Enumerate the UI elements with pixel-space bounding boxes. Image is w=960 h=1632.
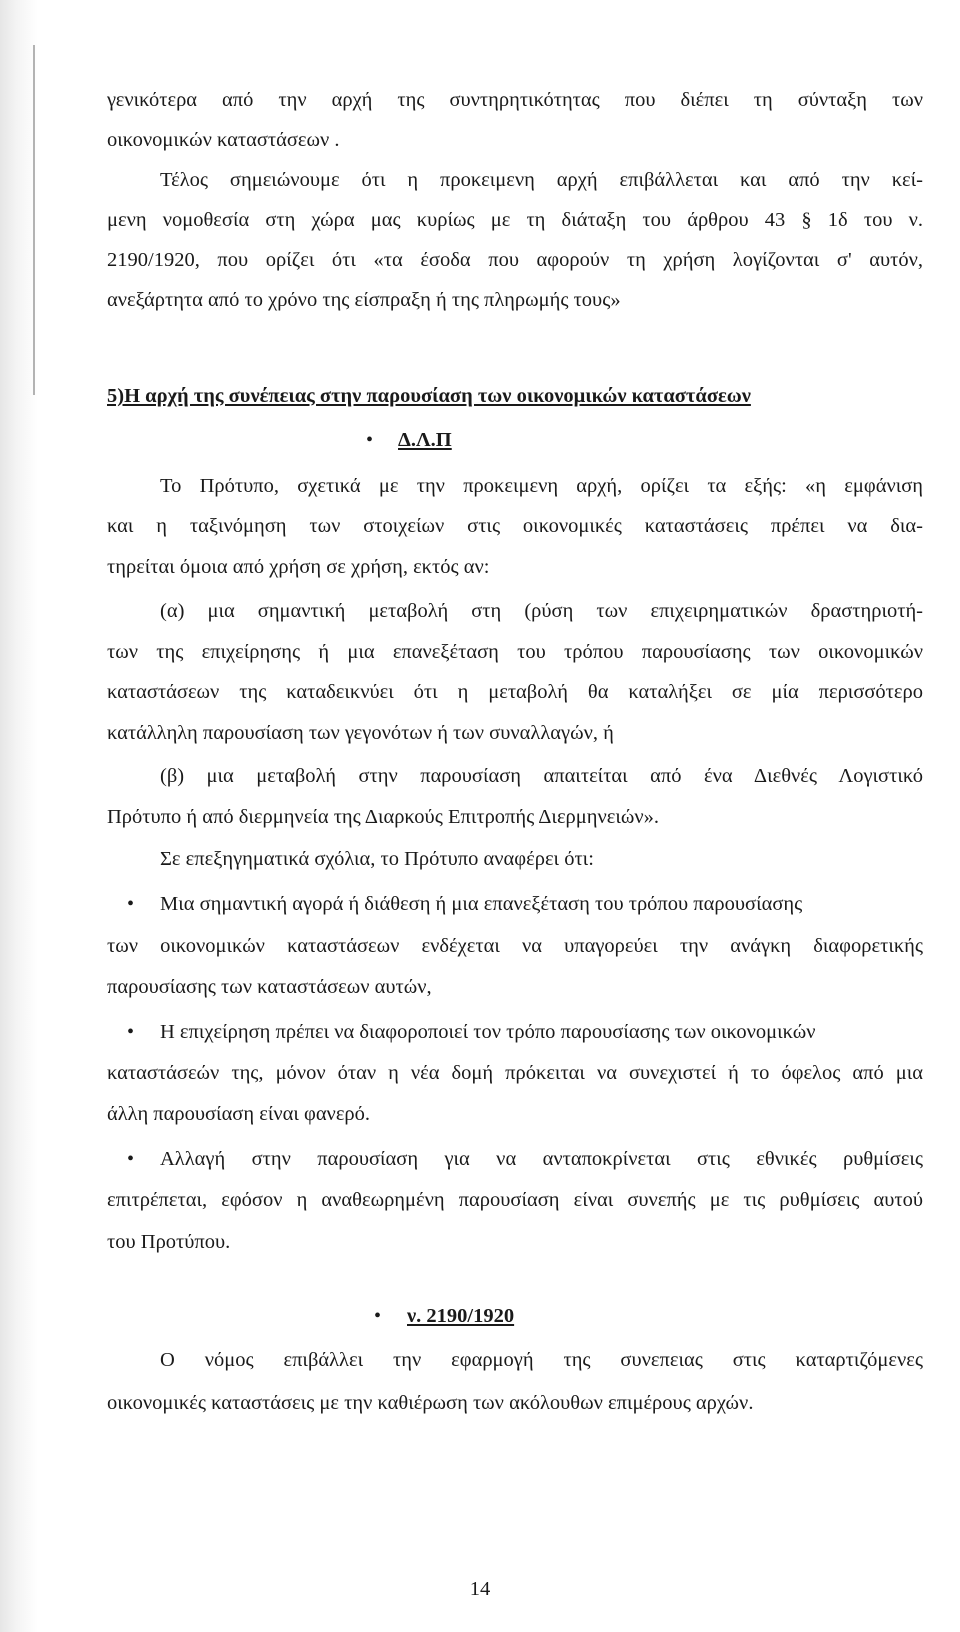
paragraph-6-line: Σε επεξηγηματικά σχόλια, το Πρότυπο αναφέρει ότι: [160, 848, 594, 870]
paragraph-7-line: οικονομικές καταστάσεις με την καθιέρωση των ακόλουθων επιμέρους αρχών. [107, 1392, 754, 1414]
section-heading: 5)Η αρχή της συνέπειας στην παρουσίαση των οικονομικών καταστάσεων [107, 385, 751, 407]
paragraph-1-line: γενικότερα από την αρχή της συντηρητικότητας που διέπει τη σύνταξη των [107, 89, 923, 111]
bullet-icon: • [374, 1305, 382, 1327]
paragraph-2-line: μενη νομοθεσία στη χώρα μας κυρίως με τη διάταξη του άρθρου 43 § 1δ του ν. [107, 209, 923, 231]
scan-binding-line [33, 45, 35, 395]
bullet-2-line: άλλη παρουσίαση είναι φανερό. [107, 1103, 371, 1125]
bullet-3-line: επιτρέπεται, εφόσον η αναθεωρημένη παρουσίαση είναι συνεπής με τις ρυθμίσεις αυτού [107, 1189, 923, 1211]
paragraph-4-line: κατάλληλη παρουσίαση των γεγονότων ή των συναλλαγών, ή [107, 722, 614, 744]
paragraph-5-line: (β) μια μεταβολή στην παρουσίαση απαιτείται από ένα Διεθνές Λογιστικό [160, 765, 923, 787]
bullet-3-line: του Προτύπου. [107, 1231, 231, 1253]
paragraph-2-line: ανεξάρτητα από το χρόνο της είσπραξη ή της πληρωμής τους» [107, 289, 621, 311]
page-number: 14 [469, 1578, 491, 1600]
subheading-dlp: Δ.Λ.Π [398, 429, 452, 451]
bullet-icon: • [127, 893, 135, 915]
paragraph-2-line: Τέλος σημειώνουμε ότι η προκειμενη αρχή επιβάλλεται και από την κεί- [160, 169, 923, 191]
bullet-1-line: παρουσίασης των καταστάσεων αυτών, [107, 976, 432, 998]
bullet-1-line: Μια σημαντική αγορά ή διάθεση ή μια επανεξέταση του τρόπου παρουσίασης [160, 893, 803, 915]
paragraph-3-line: και η ταξινόμηση των στοιχείων στις οικονομικές καταστάσεις πρέπει να δια- [107, 515, 923, 537]
paragraph-4-line: (α) μια σημαντική μεταβολή στη (ρύση των επιχειρηματικών δραστηριοτή- [160, 600, 923, 622]
paragraph-4-line: των της επιχείρησης ή μια επανεξέταση του τρόπου παρουσίασης των οικονομικών [107, 641, 923, 663]
bullet-icon: • [366, 429, 374, 451]
paragraph-5-line: Πρότυπο ή από διερμηνεία της Διαρκούς Επιτροπής Διερμηνειών». [107, 806, 660, 828]
paragraph-1-line: οικονομικών καταστάσεων . [107, 129, 340, 151]
bullet-3-line: Αλλαγή στην παρουσίαση για να ανταποκρίνεται στις εθνικές ρυθμίσεις [160, 1148, 923, 1170]
bullet-1-line: των οικονομικών καταστάσεων ενδέχεται να υπαγορεύει την ανάγκη διαφορετικής [107, 935, 923, 957]
bullet-icon: • [127, 1148, 135, 1170]
paragraph-2-line: 2190/1920, που ορίζει ότι «τα έσοδα που αφορούν τη χρήση λογίζονται σ' αυτόν, [107, 249, 923, 271]
paragraph-3-line: τηρείται όμοια από χρήση σε χρήση, εκτός αν: [107, 556, 490, 578]
paragraph-4-line: καταστάσεων της καταδεικνύει ότι η μεταβολή θα καταλήξει σε μία περισσότερο [107, 681, 923, 703]
paragraph-7-line: Ο νόμος επιβάλλει την εφαρμογή της συνεπειας στις καταρτιζόμενες [160, 1349, 923, 1371]
subheading-law: ν. 2190/1920 [407, 1305, 515, 1327]
paragraph-3-line: Το Πρότυπο, σχετικά με την προκειμενη αρχή, ορίζει τα εξής: «η εμφάνιση [160, 475, 923, 497]
bullet-icon: • [127, 1021, 135, 1043]
bullet-2-line: καταστάσεών της, μόνον όταν η νέα δομή πρόκειται να συνεχιστεί ή το όφελος από μια [107, 1062, 923, 1084]
bullet-2-line: Η επιχείρηση πρέπει να διαφοροποιεί τον τρόπο παρουσίασης των οικονομικών [160, 1021, 816, 1043]
